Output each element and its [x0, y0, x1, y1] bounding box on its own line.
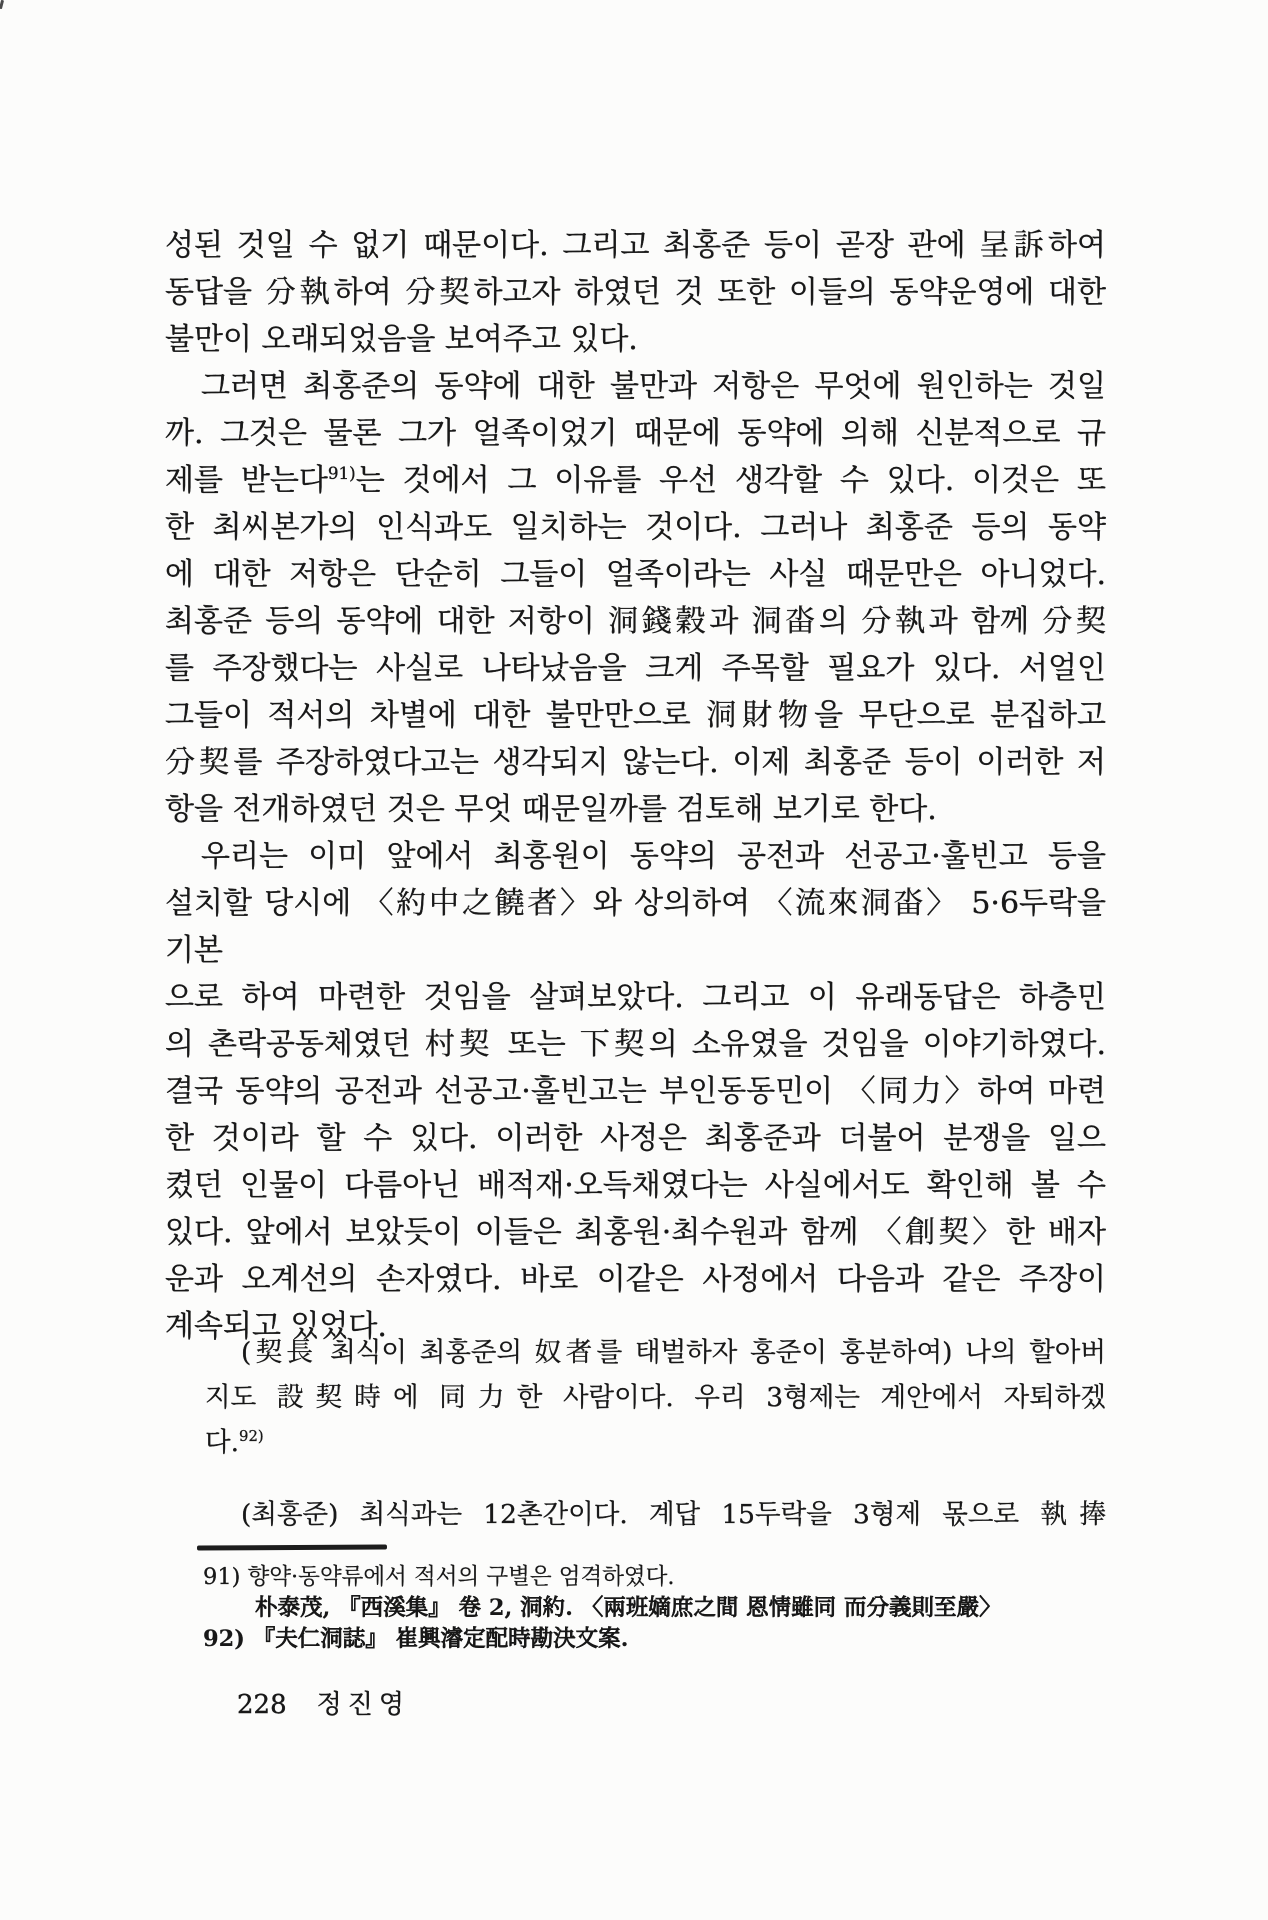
text-line: 朴泰茂, 『西溪集』 卷 2, 洞約. 〈兩班嫡庶之間 恩情雖同 而分義則至嚴〉 — [255, 1595, 1002, 1621]
text-line: 91) 향약·동약류에서 적서의 구별은 엄격하였다. — [203, 1564, 675, 1590]
text-line: 제를 받는다$^{91)}$는 것에서 그 이유를 우선 생각할 수 있다. 이것은 또 — [165, 463, 1106, 498]
text-line: (契長 최식이 최홍준의 奴者를 태벌하자 홍준이 홍분하여) 나의 할아버 — [241, 1337, 1106, 1368]
text-line: 항을 전개하였던 것은 무엇 때문일까를 검토해 보기로 한다. — [165, 792, 937, 827]
block-quote-1 — [205, 1330, 1106, 1465]
text-line: 으로 하여 마련한 것임을 살펴보았다. 그리고 이 유래동답은 하층민 — [165, 980, 1106, 1015]
text-line: 최홍준 등의 동약에 대한 저항이 洞錢穀과 洞畓의 分執과 함께 分契 — [165, 604, 1106, 639]
text-line: 지도 設契時에 同力한 사람이다. 우리 3형제는 계안에서 자퇴하겠 — [205, 1382, 1106, 1413]
text-line: 운과 오계선의 손자였다. 바로 이같은 사정에서 다음과 같은 주장이 — [165, 1262, 1106, 1297]
text-line: 分契를 주장하였다고는 생각되지 않는다. 이제 최홍준 등이 이러한 저 — [165, 745, 1106, 780]
footnotes — [203, 1562, 1108, 1655]
text-line: 켰던 인물이 다름아닌 배적재·오득채였다는 사실에서도 확인해 볼 수 — [165, 1168, 1106, 1203]
text-line: 성된 것일 수 없기 때문이다. 그리고 최홍준 등이 곧장 관에 呈訴하여 — [165, 228, 1106, 263]
footnote-separator — [197, 1545, 387, 1551]
text-line: 그들이 적서의 차별에 대한 불만만으로 洞財物을 무단으로 분집하고 — [165, 698, 1106, 733]
paragraph-2 — [165, 363, 1106, 833]
running-author: 정진영 — [316, 1690, 410, 1720]
text-line: 그러면 최홍준의 동약에 대한 불만과 저항은 무엇에 원인하는 것일 — [201, 369, 1106, 404]
text-line: 를 주장했다는 사실로 나타났음을 크게 주목할 필요가 있다. 서얼인 — [165, 651, 1106, 686]
text-line: 결국 동약의 공전과 선공고·훌빈고는 부인동동민이 〈同力〉하여 마련 — [165, 1074, 1106, 1109]
text-line: 한 최씨본가의 인식과도 일치하는 것이다. 그러나 최홍준 등의 동약 — [165, 510, 1106, 545]
text-line: 의 촌락공동체였던 村契 또는 下契의 소유였을 것임을 이야기하였다. — [165, 1027, 1106, 1062]
text-line: 92) 『夫仁洞誌』 崔興濬定配時勘決文案. — [203, 1626, 629, 1652]
text-line: 동답을 分執하여 分契하고자 하였던 것 또한 이들의 동약운영에 대한 — [165, 275, 1106, 310]
page-footer — [237, 1684, 410, 1721]
block-quote-2 — [205, 1492, 1106, 1537]
text-line: 에 대한 저항은 단순히 그들이 얼족이라는 사실 때문만은 아니었다. — [165, 557, 1106, 592]
text-line: 까. 그것은 물론 그가 얼족이었기 때문에 동약에 의해 신분적으로 규 — [165, 416, 1106, 451]
text-line: 한 것이라 할 수 있다. 이러한 사정은 최홍준과 더불어 분쟁을 일으 — [165, 1121, 1106, 1156]
text-line: 다.$^{92)}$ — [205, 1427, 264, 1458]
page-number: 228 — [237, 1690, 287, 1720]
body-text — [165, 222, 1106, 1350]
scan-artifact — [0, 0, 4, 9]
text-line: 설치할 당시에 〈約中之饒者〉와 상의하여 〈流來洞畓〉 5·6두락을 기본 — [165, 886, 1106, 968]
text-line: 우리는 이미 앞에서 최홍원이 동약의 공전과 선공고·훌빈고 등을 — [201, 839, 1106, 874]
text-line: 계속되고 있었다. — [165, 1309, 387, 1344]
paragraph-1 — [165, 222, 1106, 363]
text-line: 있다. 앞에서 보았듯이 이들은 최홍원·최수원과 함께 〈創契〉한 배자 — [165, 1215, 1106, 1250]
paragraph-3 — [165, 833, 1106, 1350]
text-line: 불만이 오래되었음을 보여주고 있다. — [165, 322, 638, 357]
text-line: (최홍준) 최식과는 12촌간이다. 계답 15두락을 3형제 몫으로 執捧 — [241, 1499, 1106, 1530]
